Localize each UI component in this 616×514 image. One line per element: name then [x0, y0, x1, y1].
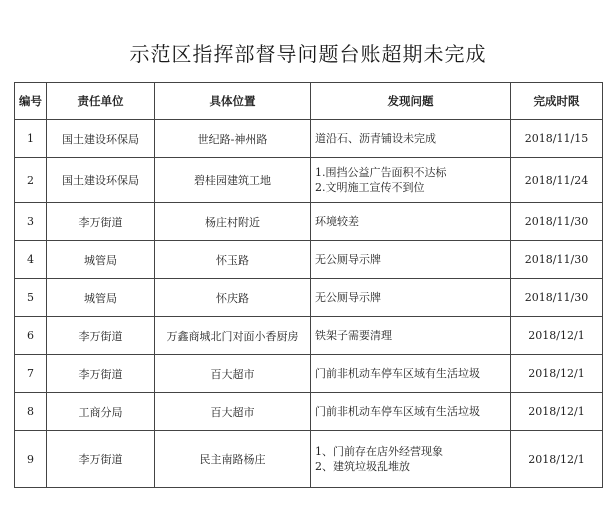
table-row: [15, 317, 603, 355]
row-responsible-unit: 城管局: [47, 241, 155, 279]
table-row: [15, 120, 603, 158]
table-row: [15, 355, 603, 393]
row-location: 怀玉路: [155, 241, 311, 279]
issue-line: 门前非机动车停车区域有生活垃圾: [315, 405, 480, 418]
row-deadline: 2018/12/1: [511, 355, 603, 393]
issue-line: 铁架子需要清理: [315, 329, 392, 342]
issue-line: 无公厕导示牌: [315, 291, 381, 304]
row-location: 百大超市: [155, 355, 311, 393]
issue-line: 2.文明施工宣传不到位: [315, 181, 425, 194]
issue-line: 2、建筑垃圾乱堆放: [315, 460, 410, 473]
row-responsible-unit: 李万街道: [47, 431, 155, 488]
row-responsible-unit: 国土建设环保局: [47, 158, 155, 203]
row-number: 6: [15, 317, 47, 355]
issue-line: 道沿石、沥青铺设未完成: [315, 132, 436, 145]
row-deadline: 2018/12/1: [511, 393, 603, 431]
row-issue: [311, 279, 511, 317]
row-location: 民主南路杨庄: [155, 431, 311, 488]
row-responsible-unit: 城管局: [47, 279, 155, 317]
page-title: 示范区指挥部督导问题台账超期未完成: [129, 42, 487, 66]
row-number: 8: [15, 393, 47, 431]
row-number: 2: [15, 158, 47, 203]
row-location: 杨庄村附近: [155, 203, 311, 241]
issue-line: 无公厕导示牌: [315, 253, 381, 266]
row-issue: [311, 120, 511, 158]
overdue-issues-table: [14, 82, 603, 488]
table-row: [15, 393, 603, 431]
row-number: 3: [15, 203, 47, 241]
row-responsible-unit: 李万街道: [47, 355, 155, 393]
header-number: 编号: [15, 83, 47, 120]
row-responsible-unit: 国土建设环保局: [47, 120, 155, 158]
row-issue: [311, 158, 511, 203]
row-deadline: 2018/12/1: [511, 431, 603, 488]
row-number: 1: [15, 120, 47, 158]
row-deadline: 2018/11/15: [511, 120, 603, 158]
row-deadline: 2018/11/30: [511, 279, 603, 317]
row-location: 怀庆路: [155, 279, 311, 317]
header-issue: 发现问题: [311, 83, 511, 120]
header-responsible-unit: 责任单位: [47, 83, 155, 120]
row-location: 万鑫商城北门对面小香厨房: [155, 317, 311, 355]
table-row: [15, 158, 603, 203]
row-issue: [311, 203, 511, 241]
header-location: 具体位置: [155, 83, 311, 120]
table-header-row: [15, 83, 603, 120]
row-issue: [311, 355, 511, 393]
issue-line: 1、门前存在店外经营现象: [315, 445, 443, 458]
table-row: [15, 431, 603, 488]
row-location: 百大超市: [155, 393, 311, 431]
table-row: [15, 279, 603, 317]
row-deadline: 2018/11/30: [511, 241, 603, 279]
table-row: [15, 241, 603, 279]
row-number: 4: [15, 241, 47, 279]
row-number: 7: [15, 355, 47, 393]
row-location: 碧桂园建筑工地: [155, 158, 311, 203]
row-number: 5: [15, 279, 47, 317]
row-deadline: 2018/12/1: [511, 317, 603, 355]
row-responsible-unit: 李万街道: [47, 203, 155, 241]
row-deadline: 2018/11/30: [511, 203, 603, 241]
row-responsible-unit: 李万街道: [47, 317, 155, 355]
row-issue: [311, 317, 511, 355]
row-location: 世纪路-神州路: [155, 120, 311, 158]
row-issue: [311, 241, 511, 279]
issue-line: 1.围挡公益广告面积不达标: [315, 166, 447, 179]
row-responsible-unit: 工商分局: [47, 393, 155, 431]
issue-line: 门前非机动车停车区域有生活垃圾: [315, 367, 480, 380]
row-number: 9: [15, 431, 47, 488]
row-issue: [311, 393, 511, 431]
row-issue: [311, 431, 511, 488]
issue-line: 环境较差: [315, 215, 359, 228]
header-deadline: 完成时限: [511, 83, 603, 120]
table-row: [15, 203, 603, 241]
row-deadline: 2018/11/24: [511, 158, 603, 203]
